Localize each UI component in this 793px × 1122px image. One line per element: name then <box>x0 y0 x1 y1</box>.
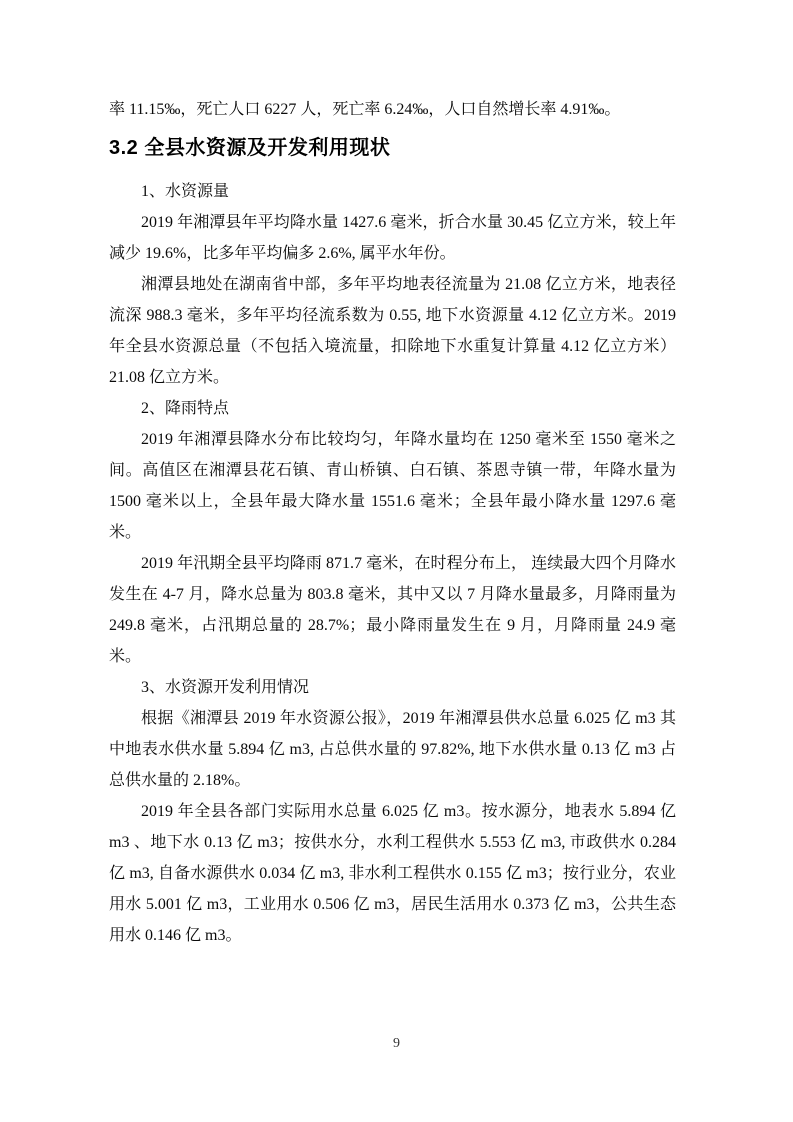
paragraph: 湘潭县地处在湖南省中部，多年平均地表径流量为 21.08 亿立方米，地表径流深 988.3 毫米，多年平均径流系数为 0.55, 地下水资源量 4.12 亿立方米。2019 年全县水资源总量（不包括入境流量，扣除地下水重复计算量 4.12 亿立方米）21.08 亿立方米。 <box>109 276 676 386</box>
paragraph: 2019 年汛期全县平均降雨 871.7 毫米，在时程分布上， 连续最大四个月降水发生在 4-7 月，降水总量为 803.8 毫米，其中又以 7 月降水量最多，月降雨量为 249.8 毫米，占汛期总量的 28.7%；最小降雨量发生在 9 月，月降雨量 24.9 毫米。 <box>109 555 676 665</box>
subhead-rainfall-features: 2、降雨特点 <box>141 400 230 417</box>
paragraph-continuation: 率 11.15‰，死亡人口 6227 人，死亡率 6.24‰，人口自然增长率 4.91‰。 <box>109 101 621 118</box>
subhead-water-resources: 1、水资源量 <box>141 183 230 200</box>
page-number: 9 <box>393 1036 400 1051</box>
paragraph: 2019 年湘潭县降水分布比较均匀，年降水量均在 1250 毫米至 1550 毫米之间。高值区在湘潭县花石镇、青山桥镇、白石镇、茶恩寺镇一带，年降水量为 1500 毫米以上，全县年最大降水量 1551.6 毫米；全县年最小降水量 1297.6 毫米。 <box>109 431 676 541</box>
subhead-development-utilization: 3、水资源开发利用情况 <box>141 679 310 696</box>
section-heading: 3.2 全县水资源及开发利用现状 <box>109 137 391 159</box>
paragraph: 2019 年全县各部门实际用水总量 6.025 亿 m3。按水源分，地表水 5.894 亿 m3 、地下水 0.13 亿 m3；按供水分，水利工程供水 5.553 亿 m3, 市政供水 0.284 亿 m3, 自备水源供水 0.034 亿 m3, 非水利工程供水 0.155 亿 m3；按行业分，农业用水 5.001 亿 m3，工业用水 0.506 亿 m3，居民生活用水 0.373 亿 m3，公共生态用水 0.146 亿 m3。 <box>109 803 676 944</box>
paragraph: 根据《湘潭县 2019 年水资源公报》，2019 年湘潭县供水总量 6.025 亿 m3 其中地表水供水量 5.894 亿 m3, 占总供水量的 97.82%, 地下水供水量 0.13 亿 m3 占总供水量的 2.18%。 <box>109 710 676 789</box>
page-content <box>109 94 676 951</box>
paragraph: 2019 年湘潭县年平均降水量 1427.6 毫米，折合水量 30.45 亿立方米，较上年减少 19.6%，比多年平均偏多 2.6%, 属平水年份。 <box>109 214 676 262</box>
